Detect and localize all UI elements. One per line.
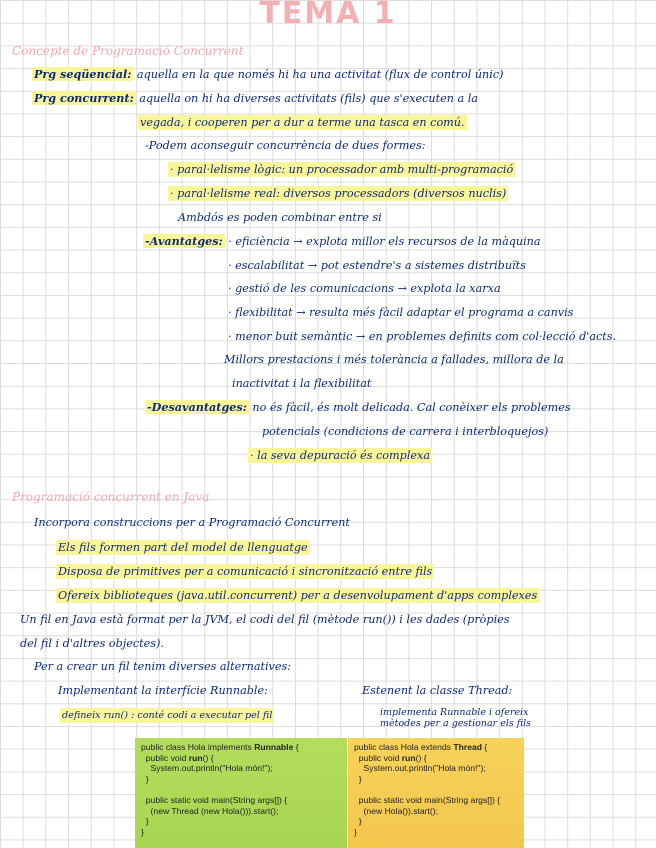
advantages-label: -Avantatges: [145, 234, 223, 248]
code-line: (new Hola()).start(); [354, 805, 439, 816]
extend-thread-note-1: implementa Runnable i ofereix [380, 707, 529, 718]
code-line: public void run() { [354, 752, 427, 763]
code-line: public void run() { [141, 752, 214, 763]
advantages-line-1 [143, 234, 541, 249]
code-line: } [354, 826, 357, 837]
code-block-runnable [135, 738, 347, 848]
code-line: public static void main(String args[]) { [141, 794, 288, 805]
code-line: } [141, 826, 144, 837]
java-thread-composition: Un fil en Java està format per la JVM, el codi del fil (mètode run()) i les dades (pròpies [20, 613, 510, 626]
code-line: } [141, 816, 149, 827]
form-logical: · paral·lelisme lògic: un processador amb multi-programació [170, 163, 514, 176]
extend-thread-heading: Estenent la classe Thread: [362, 684, 513, 697]
code-line: public static void main(String args[]) { [354, 794, 501, 805]
code-line-blank [141, 784, 341, 795]
java-libraries: Ofereix biblioteques (java.util.concurrent) per a desenvolupament d'apps complexes [58, 589, 538, 602]
java-primitives: Disposa de primitives per a comunicació i sincronització entre fils [58, 565, 433, 578]
java-thread-composition-cont: del fil i d'altres objectes). [20, 637, 164, 650]
sequential-definition [32, 67, 503, 82]
adv-flexibility: · flexibilitat → resulta més fàcil adaptar el programa a canvis [228, 306, 574, 319]
adv-semantic-gap: · menor buit semàntic → en problemes definits com col·lecció d'acts. [228, 330, 617, 343]
code-line: System.out.println("Hola món!"); [354, 763, 486, 774]
concurrent-definition [32, 91, 478, 106]
code-block-thread [348, 738, 524, 848]
java-alternatives: Per a crear un fil tenim diverses alternatives: [34, 660, 292, 673]
seq-label: Prg seqüencial: [34, 67, 132, 81]
dis-delicate: no és fàcil, és molt delicada. Cal conèixer els problemes [252, 401, 571, 414]
conc-text1: aquella on hi ha diverses activitats (fils) que s'executen a la [139, 92, 478, 105]
forms-heading: -Podem aconseguir concurrència de dues formes: [145, 139, 426, 152]
code-line: } [141, 773, 149, 784]
conc-text2: vegada, i cooperen per a dur a terme una tasca en comú. [140, 116, 465, 129]
form-real: · paral·lelisme real: diversos processadors (diversos nuclis) [170, 187, 507, 200]
code-line-blank [354, 784, 518, 795]
form-combined: Ambdós es poden combinar entre si [178, 211, 382, 224]
code-line: System.out.println("Hola món!"); [141, 763, 273, 774]
impl-runnable-heading: Implementant la interfície Runnable: [58, 684, 268, 697]
adv-scalability: · escalabilitat → pot estendre's a sistemes distribuïts [228, 259, 526, 272]
impl-runnable-note: defineix run() : conté codi a executar pel fil [62, 710, 273, 721]
section-heading-java: Programació concurrent en Java [12, 490, 210, 504]
code-line: } [354, 773, 362, 784]
code-line: (new Thread (new Hola())).start(); [141, 805, 279, 816]
adv-performance: Millors prestacions i més tolerància a fallades, millora de la [224, 353, 564, 366]
java-incorporates: Incorpora construccions per a Programació Concurrent [34, 516, 350, 529]
java-threads-model: Els fils formen part del model de llenguatge [58, 541, 308, 554]
section-heading-concurrent: Concepte de Programació Concurrent [12, 44, 244, 58]
dis-debugging: · la seva depuració és complexa [250, 449, 430, 462]
disadvantages-line-1 [145, 400, 571, 415]
adv-communications: · gestió de les comunicacions → explota la xarxa [228, 282, 501, 295]
page-title: TEMA 1 [259, 0, 397, 31]
code-line: public class Hola extends Thread { [354, 742, 488, 752]
dis-potential-problems: potencials (condicions de carrera i interbloquejos) [262, 425, 549, 438]
disadvantages-label: -Desavantatges: [147, 400, 247, 414]
conc-label: Prg concurrent: [34, 91, 134, 105]
code-line: public class Hola implements Runnable { [141, 742, 299, 752]
extend-thread-note-2: mètodes per a gestionar els fils [380, 718, 532, 729]
adv-performance-cont: inactivitat i la flexibilitat [232, 377, 372, 390]
code-line: } [354, 816, 362, 827]
adv-efficiency: · eficiència → explota millor els recursos de la màquina [228, 235, 541, 248]
seq-text: aquella en la que només hi ha una activitat (flux de control únic) [136, 68, 504, 81]
